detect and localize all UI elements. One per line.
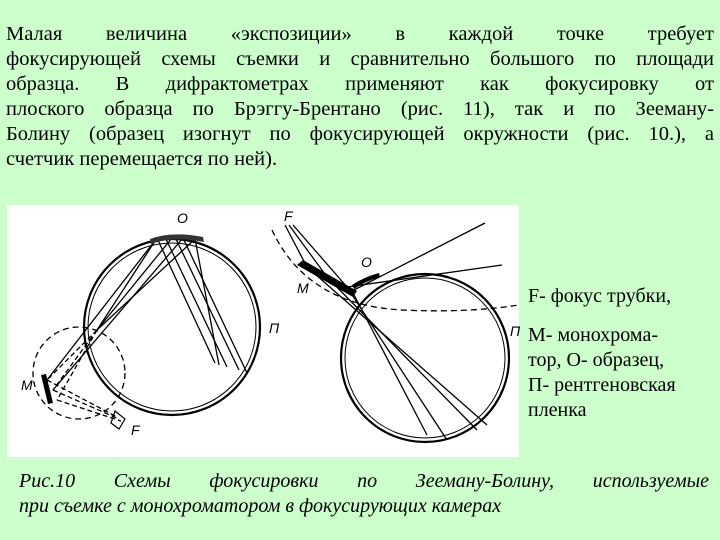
body-paragraph (6, 22, 714, 172)
right-label-o: O (361, 254, 372, 270)
legend-item: тор, О- образец, (528, 349, 665, 371)
focusing-schemes-figure (7, 205, 519, 457)
caption-line: при съемке с монохроматором в фокусирующих камерах (19, 495, 502, 517)
right-focusing-circle-inner (345, 278, 505, 438)
right-focusing-circle (341, 274, 509, 442)
paragraph-line: плоского образца по Брэггу-Брентано (рис. 11), так и по Зееману- (6, 98, 714, 120)
right-label-f: F (284, 208, 293, 224)
left-label-p: П (269, 320, 280, 336)
right-label-m: M (297, 280, 309, 296)
left-monochromator (41, 374, 53, 404)
left-label-f: F (131, 422, 140, 438)
paragraph-line: Болину (образец изогнут по фокусирующей окружности (рис. 10.), а (6, 123, 714, 145)
legend-item: пленка (528, 399, 587, 421)
legend-item: М- монохрома- (528, 324, 658, 346)
left-label-m: M (21, 377, 33, 393)
paragraph-line: фокусирующей схемы съемки и сравнительно большого по площади (6, 48, 714, 70)
right-sample (352, 273, 380, 289)
paragraph-line: образца. В дифрактометрах применяют как фокусировку от (6, 73, 714, 95)
left-focusing-circle (84, 239, 260, 415)
left-label-o: O (177, 210, 188, 226)
figure-drawing (7, 205, 519, 457)
figure-caption (19, 468, 709, 518)
paragraph-line: Малая величина «экспозиции» в каждой точке требует (6, 23, 714, 45)
legend-item: П- рентгеновская (528, 374, 676, 396)
legend-item: F- фокус трубки, (528, 285, 672, 307)
left-focusing-circle-inner (88, 243, 256, 411)
caption-line: Рис.10 Схемы фокусировки по Зееману-Болину, используемые (19, 470, 709, 492)
legend-gap (528, 309, 718, 323)
figure-legend (528, 284, 718, 423)
right-label-p: П (510, 323, 521, 339)
paragraph-line: счетчик перемещается по ней). (6, 148, 278, 170)
left-mono-circle (33, 327, 125, 419)
